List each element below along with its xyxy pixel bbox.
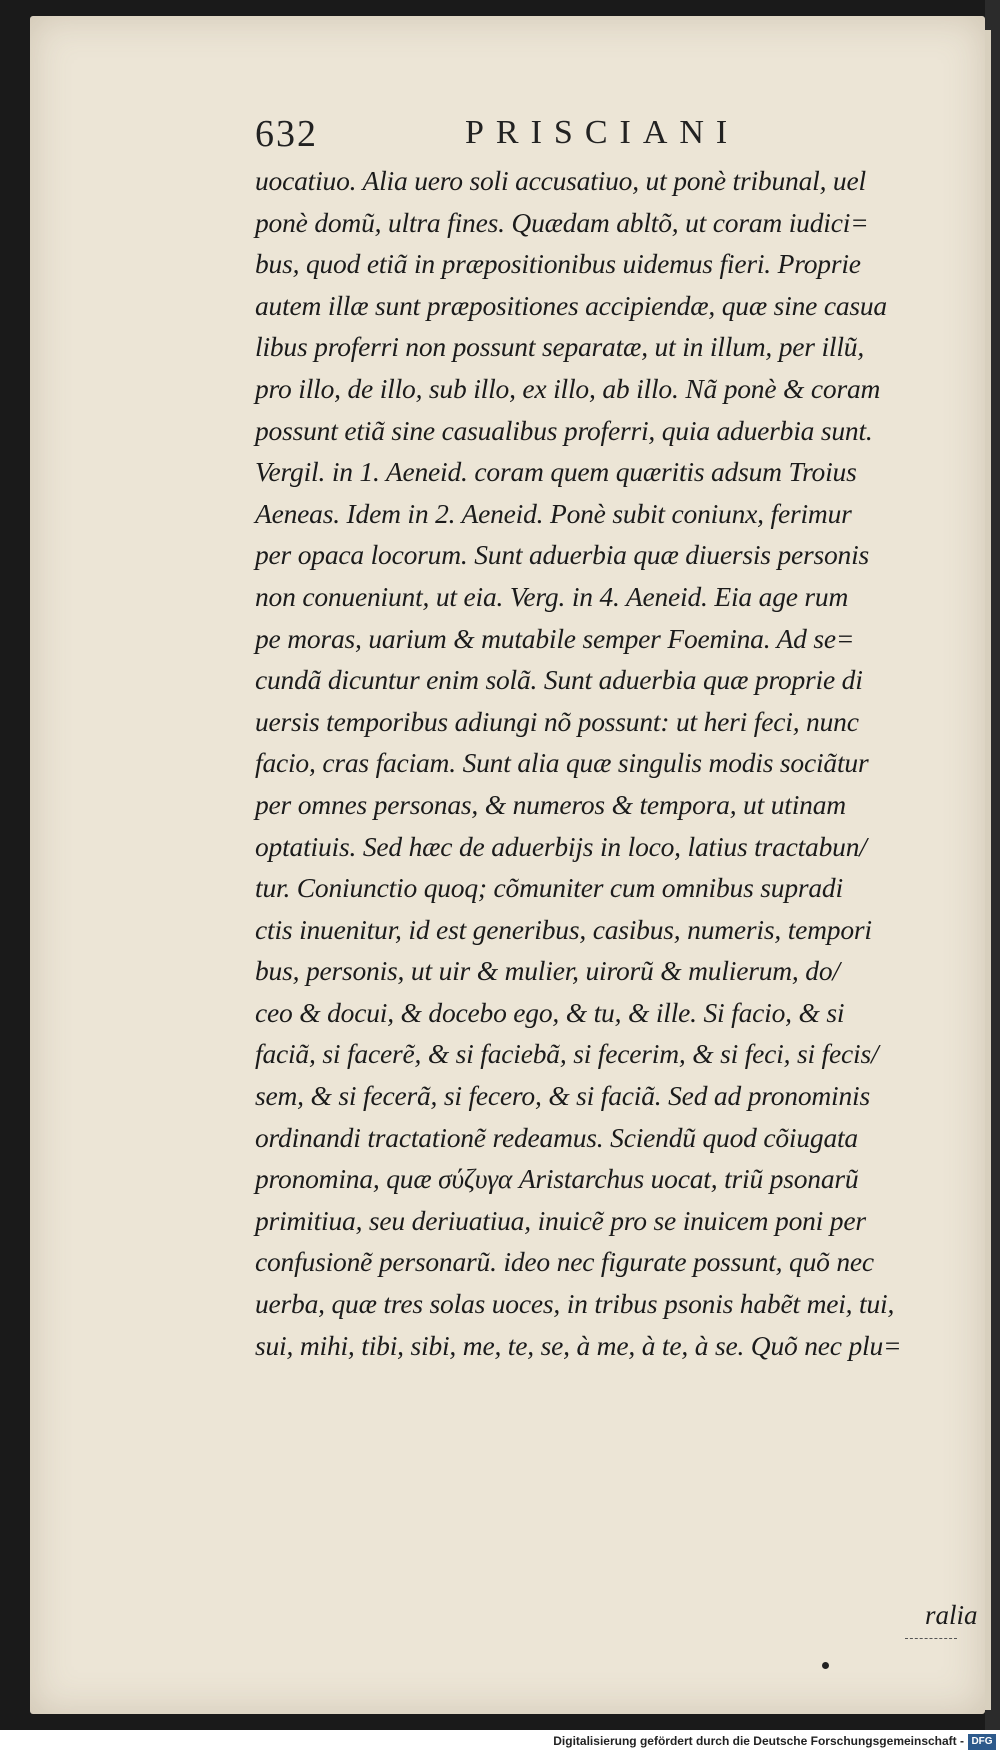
text-line: facio, cras faciam. Sunt alia quæ singulis modis sociãtur (255, 747, 869, 779)
text-line: bus, quod etiã in præpositionibus uidemus fieri. Proprie (255, 248, 861, 280)
text-line: ctis inuenitur, id est generibus, casibus, numeris, tempori (255, 913, 872, 945)
body-text (255, 160, 975, 1366)
text-line: cundã dicuntur enim solã. Sunt aduerbia quæ proprie di (255, 664, 863, 696)
ink-dot (822, 1662, 829, 1669)
page-number: 632 (255, 113, 318, 155)
text-line: per opaca locorum. Sunt aduerbia quæ diuersis personis (255, 539, 870, 571)
text-line: libus proferri non possunt separatæ, ut in illum, per illũ, (255, 331, 865, 363)
text-line: pe moras, uarium & mutabile semper Foemina. Ad se= (255, 622, 855, 654)
running-title: PRISCIANI (465, 114, 740, 151)
text-line: optatiuis. Sed hæc de aduerbijs in loco, latius tractabun/ (255, 830, 867, 862)
footer-credit: Digitalisierung gefördert durch die Deutsche Forschungsgemeinschaft - (553, 1734, 964, 1748)
text-line: sui, mihi, tibi, sibi, me, te, se, à me, à te, à se. Quõ nec plu= (255, 1329, 902, 1361)
text-line: confusionẽ personarũ. ideo nec figurate possunt, quõ nec (255, 1246, 874, 1278)
text-line: sem, & si fecerã, si fecero, & si faciã. Sed ad pronominis (255, 1080, 870, 1112)
text-line: ceo & docui, & docebo ego, & tu, & ille. Si facio, & si (255, 996, 845, 1028)
digitization-footer (0, 1730, 1000, 1754)
catchword-rule (905, 1638, 957, 1639)
text-line: pronomina, quæ σύζυγα Aristarchus uocat, triũ psonarũ (255, 1163, 859, 1195)
text-line: Aeneas. Idem in 2. Aeneid. Ponè subit coniunx, ferimur (255, 497, 852, 529)
text-line: ordinandi tractationẽ redeamus. Sciendũ quod cõiugata (255, 1121, 858, 1153)
text-line: autem illæ sunt præpositiones accipiendæ, quæ sine casua (255, 289, 887, 321)
text-line: possunt etiã sine casualibus proferri, quia aduerbia sunt. (255, 414, 873, 446)
text-line: pro illo, de illo, sub illo, ex illo, ab illo. Nã ponè & coram (255, 372, 881, 404)
page-header (255, 112, 985, 162)
text-line: non conueniunt, ut eia. Verg. in 4. Aeneid. Eia age rum (255, 580, 849, 612)
text-line: uersis temporibus adiungi nõ possunt: ut heri feci, nunc (255, 705, 859, 737)
page-edge (985, 30, 991, 1710)
text-line: Vergil. in 1. Aeneid. coram quem quæritis adsum Troius (255, 456, 857, 488)
text-line: bus, personis, ut uir & mulier, uirorũ & mulierum, do/ (255, 955, 840, 987)
catchword: ralia (925, 1600, 978, 1630)
text-line: tur. Coniunctio quoq; cõmuniter cum omnibus supradi (255, 872, 843, 904)
dfg-logo: DFG (968, 1734, 996, 1750)
text-line: uocatiuo. Alia uero soli accusatiuo, ut ponè tribunal, uel (255, 165, 866, 196)
text-line: ponè domũ, ultra fines. Quædam abltõ, ut coram iudici= (255, 206, 869, 238)
text-line: uerba, quæ tres solas uoces, in tribus psonis habẽt mei, tui, (255, 1288, 895, 1320)
text-line: per omnes personas, & numeros & tempora, ut utinam (255, 788, 846, 820)
text-line: primitiua, seu deriuatiua, inuicẽ pro se inuicem poni per (255, 1204, 866, 1236)
text-line: faciã, si facerẽ, & si faciebã, si fecerim, & si feci, si fecis/ (255, 1038, 879, 1070)
